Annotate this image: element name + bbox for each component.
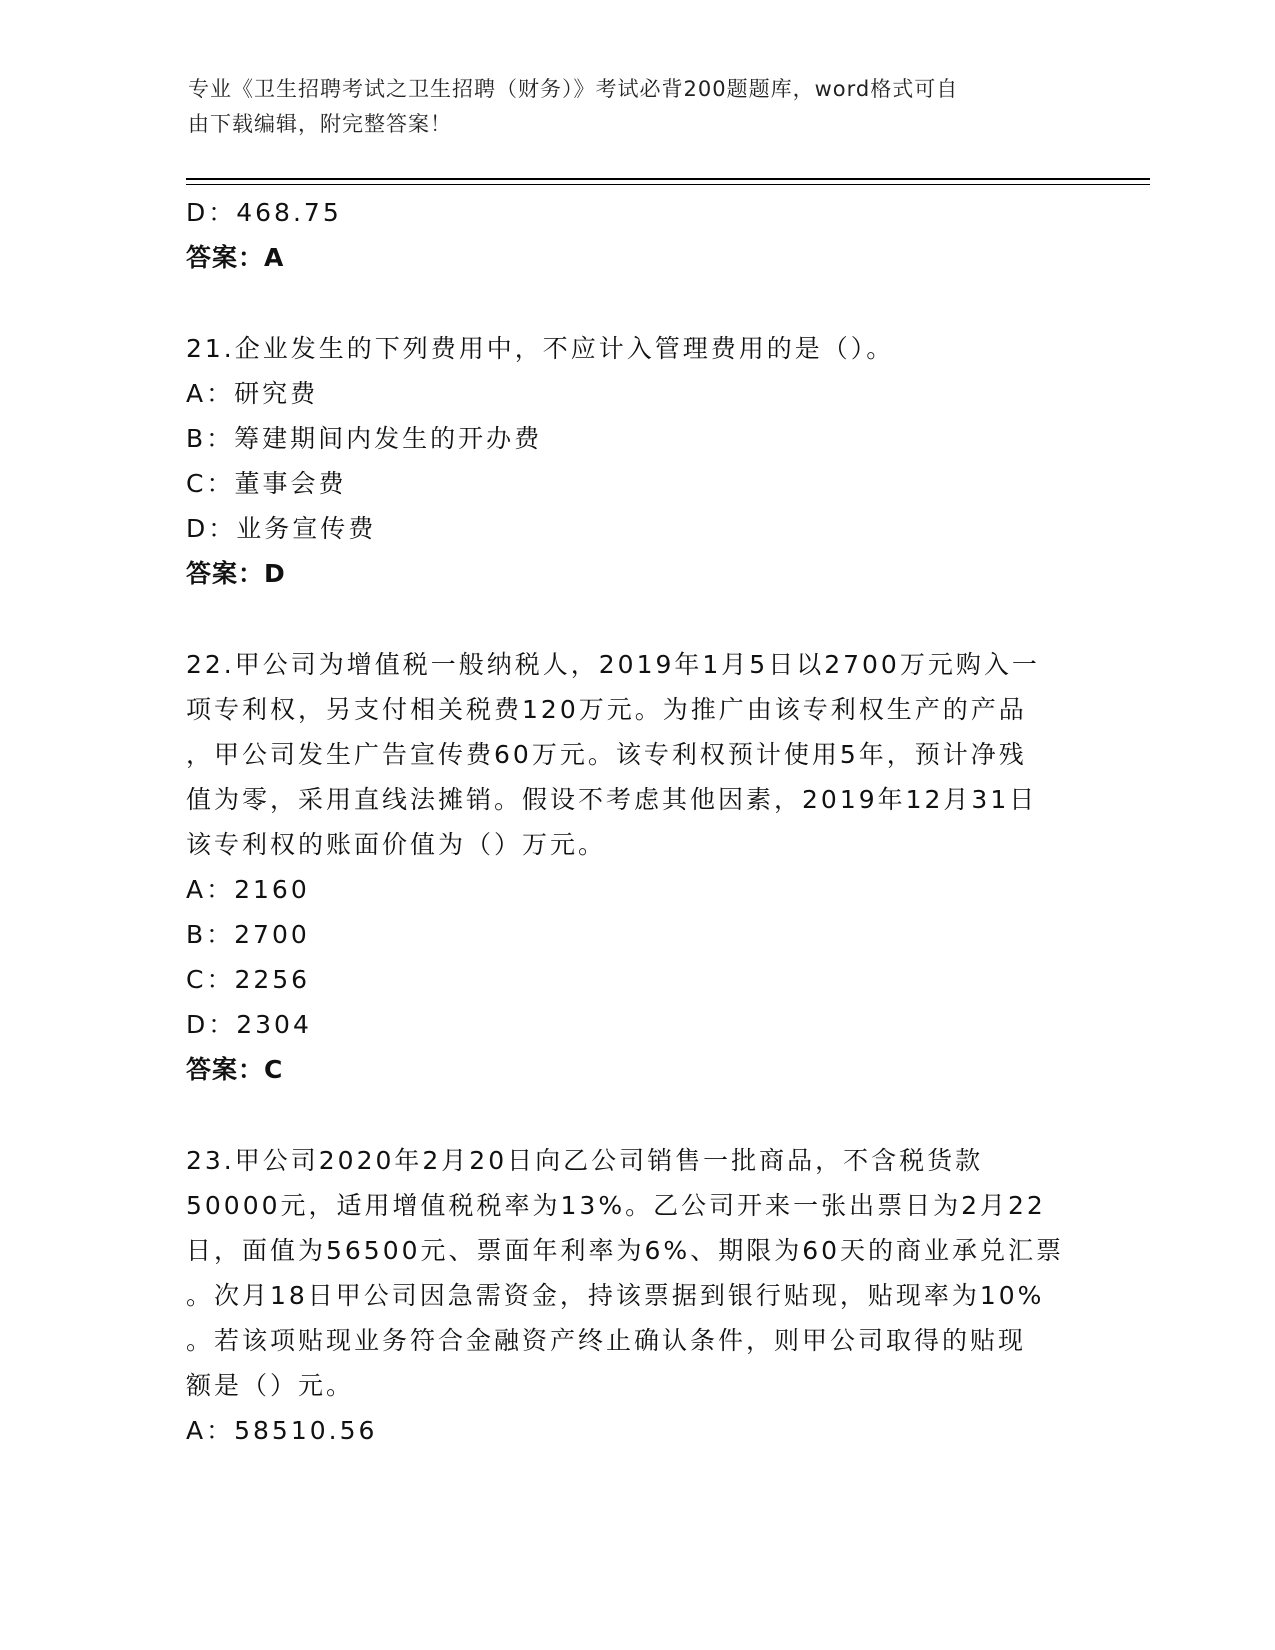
question-22-stem-line: 项专利权，另支付相关税费120万元。为推广由该专利权生产的产品: [186, 695, 1027, 724]
question-content: [186, 190, 1086, 1453]
prev-answer: 答案：A: [186, 243, 285, 272]
question-22-option-c: C：2256: [186, 965, 311, 994]
question-23-option-a: A：58510.56: [186, 1416, 378, 1445]
prev-option-d: D：468.75: [186, 198, 342, 227]
question-23-stem-line: 50000元，适用增值税税率为13%。乙公司开来一张出票日为2月22: [186, 1191, 1046, 1220]
question-21-stem-line: 21.企业发生的下列费用中，不应计入管理费用的是（）。: [186, 334, 895, 363]
question-23-stem-line: 。次月18日甲公司因急需资金，持该票据到银行贴现，贴现率为10%: [186, 1281, 1045, 1310]
question-21-option-b: B：筹建期间内发生的开办费: [186, 424, 543, 453]
question-23-stem-line: 23.甲公司2020年2月20日向乙公司销售一批商品，不含税货款: [186, 1146, 984, 1175]
question-22-option-d: D：2304: [186, 1010, 312, 1039]
page-header: [188, 72, 1068, 142]
header-divider-thin: [186, 184, 1150, 185]
question-22-stem-line: 该专利权的账面价值为（）万元。: [186, 830, 607, 859]
question-22-stem: [186, 642, 1086, 867]
question-23-stem-line: 额是（）元。: [186, 1371, 355, 1400]
header-title-line-2: 由下载编辑，附完整答案！: [188, 112, 452, 136]
question-22-option-a: A：2160: [186, 875, 310, 904]
question-22-stem-line: 值为零，采用直线法摊销。假设不考虑其他因素，2019年12月31日: [186, 785, 1038, 814]
header-divider-thick: [186, 178, 1150, 180]
question-21-option-c: C：董事会费: [186, 469, 347, 498]
question-22-answer: 答案：C: [186, 1055, 284, 1084]
question-22-stem-line: 22.甲公司为增值税一般纳税人，2019年1月5日以2700万元购入一: [186, 650, 1040, 679]
header-title-line-1: 专业《卫生招聘考试之卫生招聘（财务）》考试必背200题题库，word格式可自: [188, 77, 959, 101]
question-21-option-d: D：业务宣传费: [186, 514, 377, 543]
question-22-option-b: B：2700: [186, 920, 310, 949]
question-23-stem-line: 日，面值为56500元、票面年利率为6%、期限为60天的商业承兑汇票: [186, 1236, 1065, 1265]
question-21-answer: 答案：D: [186, 559, 286, 588]
question-22-stem-line: ，甲公司发生广告宣传费60万元。该专利权预计使用5年，预计净残: [186, 740, 1027, 769]
question-23-stem-line: 。若该项贴现业务符合金融资产终止确认条件，则甲公司取得的贴现: [186, 1326, 1027, 1355]
question-21-option-a: A：研究费: [186, 379, 319, 408]
question-21-stem: [186, 326, 1086, 371]
question-23-stem: [186, 1138, 1086, 1408]
